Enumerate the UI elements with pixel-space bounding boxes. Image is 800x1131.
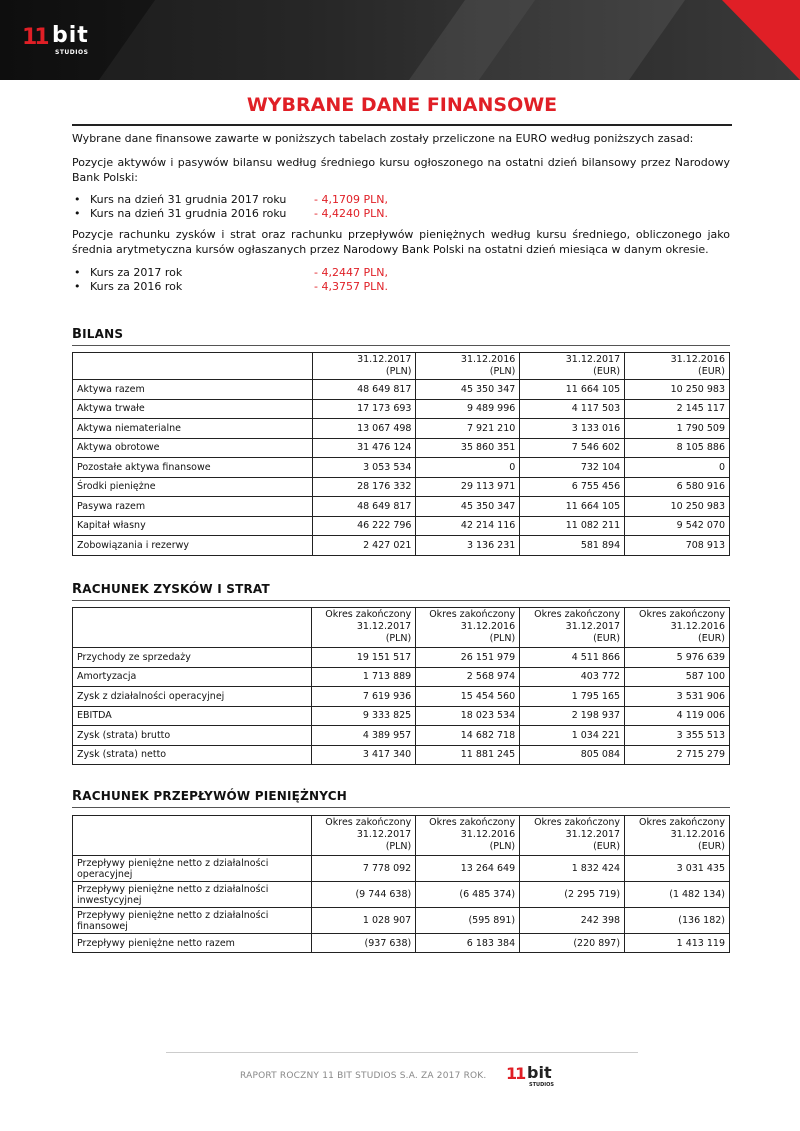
- value-cell: 2 145 117: [625, 399, 730, 419]
- logo-eleven: 11: [22, 25, 47, 50]
- value-cell: 3 031 435: [625, 856, 730, 882]
- table-row: [73, 516, 730, 536]
- logo-studios: STUDIOS: [55, 49, 89, 56]
- header-line: 31.12.2017: [565, 621, 621, 632]
- value-cell: 26 151 979: [416, 648, 520, 668]
- header-line: Okres zakończony: [639, 817, 725, 828]
- rate-label: Kurs za 2017 rok: [90, 266, 183, 279]
- header-line: (PLN): [385, 366, 412, 377]
- rate-label: Kurs na dzień 31 grudnia 2016 roku: [90, 207, 287, 220]
- value-cell: 5 976 639: [625, 648, 730, 668]
- heading-initial: B: [72, 327, 83, 342]
- list-item: [72, 207, 730, 221]
- value-cell: 19 151 517: [312, 648, 416, 668]
- value-cell: 28 176 332: [312, 477, 416, 497]
- income-rates-list: [72, 266, 730, 294]
- table-row: [73, 908, 730, 934]
- section-divider: [72, 345, 730, 346]
- cashflow-table: [72, 815, 730, 953]
- table-header-cell: [416, 608, 520, 648]
- list-item: [72, 193, 730, 207]
- value-cell: 14 682 718: [416, 726, 520, 746]
- header-line: (PLN): [385, 841, 412, 852]
- cashflow-heading: [72, 789, 347, 804]
- table-row: [73, 648, 730, 668]
- row-label-cell: Przepływy pieniężne netto z działalności operacyjnej: [73, 856, 312, 882]
- header-line: (PLN): [385, 633, 412, 644]
- heading-initial: R: [72, 789, 83, 804]
- table-header-cell: [416, 816, 520, 856]
- heading-initial: R: [72, 582, 83, 597]
- row-label-cell: Zysk (strata) netto: [73, 745, 312, 765]
- header-line: 31.12.2017: [356, 621, 412, 632]
- value-cell: 1 028 907: [312, 908, 416, 934]
- balance-rate-paragraph: Pozycje aktywów i pasywów bilansu według średniego kursu ogłoszonego na ostatni dzień bilansowy przez Narodowy Bank Polski:: [72, 156, 730, 184]
- value-cell: 2 715 279: [625, 745, 730, 765]
- header-line: (EUR): [698, 841, 725, 852]
- value-cell: 8 105 886: [625, 438, 730, 458]
- header-line: 31.12.2016: [460, 829, 516, 840]
- table-header-cell: [312, 608, 416, 648]
- bilans-heading: [72, 327, 123, 342]
- logo-eleven: 11: [506, 1064, 525, 1083]
- value-cell: 7 921 210: [416, 419, 520, 439]
- table-row: [73, 882, 730, 908]
- header-line: 31.12.2016: [670, 354, 725, 365]
- table-header-cell: [312, 816, 416, 856]
- header-line: (EUR): [593, 841, 621, 852]
- value-cell: 6 183 384: [416, 934, 520, 953]
- value-cell: 732 104: [520, 458, 625, 478]
- value-cell: 805 084: [520, 745, 625, 765]
- value-cell: 11 881 245: [416, 745, 520, 765]
- table-header-cell: [73, 816, 312, 856]
- income-rate-paragraph: Pozycje rachunku zysków i strat oraz rachunku przepływów pieniężnych według kursu średniego, obliczonego jako średnia arytmetyczna kursów ogłaszanych przez Narodowy Bank Polski na ostatni dzień miesiąca w danym okresie.: [72, 228, 730, 256]
- value-cell: 10 250 983: [625, 497, 730, 517]
- header-line: 31.12.2017: [356, 829, 412, 840]
- table-header-cell: [520, 608, 625, 648]
- value-cell: 9 333 825: [312, 706, 416, 726]
- rate-value: - 4,2447 PLN,: [314, 266, 388, 279]
- table-header-cell: [73, 608, 312, 648]
- value-cell: 4 511 866: [520, 648, 625, 668]
- value-cell: 10 250 983: [625, 380, 730, 400]
- row-label-cell: Zysk z działalności operacyjnej: [73, 687, 312, 707]
- footer-divider: [166, 1052, 638, 1053]
- header-line: 31.12.2016: [670, 621, 725, 632]
- logo-studios: STUDIOS: [529, 1082, 554, 1088]
- value-cell: 4 117 503: [520, 399, 625, 419]
- table-header-row: [73, 816, 730, 856]
- value-cell: 0: [416, 458, 520, 478]
- row-label-cell: Zysk (strata) brutto: [73, 726, 312, 746]
- value-cell: 46 222 796: [312, 516, 416, 536]
- value-cell: 3 531 906: [625, 687, 730, 707]
- value-cell: (220 897): [520, 934, 625, 953]
- value-cell: 6 755 456: [520, 477, 625, 497]
- title-divider: [72, 124, 732, 126]
- value-cell: 1 795 165: [520, 687, 625, 707]
- header-line: 31.12.2017: [357, 354, 412, 365]
- footer-logo: [506, 1062, 566, 1092]
- row-label-cell: EBITDA: [73, 706, 312, 726]
- table-row: [73, 667, 730, 687]
- value-cell: 11 082 211: [520, 516, 625, 536]
- table-row: [73, 726, 730, 746]
- heading-rest: ACHUNEK ZYSKÓW I STRAT: [82, 582, 270, 596]
- value-cell: (136 182): [625, 908, 730, 934]
- list-item: [72, 266, 730, 280]
- header-red-corner: [722, 0, 800, 80]
- bilans-table: [72, 352, 730, 556]
- value-cell: 48 649 817: [312, 380, 416, 400]
- row-label-cell: Amortyzacja: [73, 667, 312, 687]
- row-label-cell: Środki pieniężne: [73, 477, 313, 497]
- value-cell: 4 119 006: [625, 706, 730, 726]
- rzis-table: [72, 607, 730, 765]
- value-cell: 1 413 119: [625, 934, 730, 953]
- header-line: 31.12.2017: [565, 829, 621, 840]
- row-label-cell: Pasywa razem: [73, 497, 313, 517]
- rzis-heading: [72, 582, 270, 597]
- value-cell: 1 832 424: [520, 856, 625, 882]
- bullet-icon: •: [74, 280, 81, 293]
- table-header-row: [73, 353, 730, 380]
- row-label-cell: Aktywa trwałe: [73, 399, 313, 419]
- value-cell: (2 295 719): [520, 882, 625, 908]
- value-cell: 3 417 340: [312, 745, 416, 765]
- row-label-cell: Przepływy pieniężne netto razem: [73, 934, 312, 953]
- header-line: (EUR): [593, 633, 621, 644]
- table-row: [73, 399, 730, 419]
- heading-rest: ACHUNEK PRZEPŁYWÓW PIENIĘŻNYCH: [82, 789, 347, 803]
- header-line: Okres zakończony: [534, 817, 621, 828]
- header-line: Okres zakończony: [429, 609, 516, 620]
- value-cell: 11 664 105: [520, 497, 625, 517]
- table-row: [73, 536, 730, 556]
- table-row: [73, 477, 730, 497]
- header-line: Okres zakończony: [325, 609, 412, 620]
- logo-bit: bit: [527, 1063, 552, 1082]
- rate-label: Kurs za 2016 rok: [90, 280, 183, 293]
- rate-label: Kurs na dzień 31 grudnia 2017 roku: [90, 193, 287, 206]
- value-cell: (6 485 374): [416, 882, 520, 908]
- row-label-cell: Zobowiązania i rezerwy: [73, 536, 313, 556]
- value-cell: 7 546 602: [520, 438, 625, 458]
- header-line: (PLN): [489, 841, 516, 852]
- value-cell: 15 454 560: [416, 687, 520, 707]
- table-header-cell: [312, 353, 416, 380]
- value-cell: 48 649 817: [312, 497, 416, 517]
- intro-paragraph: Wybrane dane finansowe zawarte w poniższych tabelach zostały przeliczone na EURO według poniższych zasad:: [72, 132, 694, 145]
- table-row: [73, 497, 730, 517]
- rate-value: - 4,4240 PLN.: [314, 207, 388, 220]
- table-header-cell: [73, 353, 313, 380]
- value-cell: 42 214 116: [416, 516, 520, 536]
- value-cell: 45 350 347: [416, 380, 520, 400]
- bullet-icon: •: [74, 266, 81, 279]
- header-line: (EUR): [593, 366, 621, 377]
- header-line: Okres zakończony: [639, 609, 725, 620]
- value-cell: 7 619 936: [312, 687, 416, 707]
- header-line: Okres zakończony: [325, 817, 412, 828]
- table-header-cell: [625, 816, 730, 856]
- value-cell: (595 891): [416, 908, 520, 934]
- table-row: [73, 419, 730, 439]
- table-row: [73, 380, 730, 400]
- table-row: [73, 934, 730, 953]
- value-cell: 3 136 231: [416, 536, 520, 556]
- value-cell: 708 913: [625, 536, 730, 556]
- company-logo: [22, 22, 102, 62]
- balance-rates-list: [72, 193, 730, 221]
- header-line: 31.12.2016: [460, 354, 516, 365]
- value-cell: 581 894: [520, 536, 625, 556]
- value-cell: 17 173 693: [312, 399, 416, 419]
- table-header-cell: [416, 353, 520, 380]
- row-label-cell: Aktywa razem: [73, 380, 313, 400]
- value-cell: 2 427 021: [312, 536, 416, 556]
- row-label-cell: Przychody ze sprzedaży: [73, 648, 312, 668]
- table-row: [73, 745, 730, 765]
- value-cell: 7 778 092: [312, 856, 416, 882]
- value-cell: 1 713 889: [312, 667, 416, 687]
- bullet-icon: •: [74, 193, 81, 206]
- value-cell: 2 198 937: [520, 706, 625, 726]
- table-header-row: [73, 608, 730, 648]
- table-header-cell: [625, 353, 730, 380]
- value-cell: 29 113 971: [416, 477, 520, 497]
- row-label-cell: Aktywa niematerialne: [73, 419, 313, 439]
- table-row: [73, 706, 730, 726]
- value-cell: 31 476 124: [312, 438, 416, 458]
- table-row: [73, 458, 730, 478]
- value-cell: (1 482 134): [625, 882, 730, 908]
- section-divider: [72, 807, 730, 808]
- value-cell: 9 542 070: [625, 516, 730, 536]
- header-line: (PLN): [489, 366, 516, 377]
- header-line: (PLN): [489, 633, 516, 644]
- value-cell: 587 100: [625, 667, 730, 687]
- row-label-cell: Przepływy pieniężne netto z działalności inwestycyjnej: [73, 882, 312, 908]
- table-header-cell: [520, 353, 625, 380]
- header-line: Okres zakończony: [534, 609, 621, 620]
- logo-bit: bit: [52, 23, 89, 48]
- rate-value: - 4,1709 PLN,: [314, 193, 388, 206]
- heading-rest: ILANS: [82, 327, 124, 341]
- table-header-cell: [625, 608, 730, 648]
- value-cell: 2 568 974: [416, 667, 520, 687]
- value-cell: 11 664 105: [520, 380, 625, 400]
- row-label-cell: Kapitał własny: [73, 516, 313, 536]
- table-row: [73, 687, 730, 707]
- value-cell: 45 350 347: [416, 497, 520, 517]
- value-cell: 6 580 916: [625, 477, 730, 497]
- value-cell: 18 023 534: [416, 706, 520, 726]
- header-line: 31.12.2017: [565, 354, 621, 365]
- page-title: WYBRANE DANE FINANSOWE: [246, 94, 558, 116]
- footer-text: RAPORT ROCZNY 11 BIT STUDIOS S.A. ZA 2017 ROK.: [240, 1071, 487, 1081]
- table-row: [73, 856, 730, 882]
- value-cell: 4 389 957: [312, 726, 416, 746]
- header-line: Okres zakończony: [429, 817, 516, 828]
- header-line: 31.12.2016: [460, 621, 516, 632]
- table-row: [73, 438, 730, 458]
- value-cell: 3 355 513: [625, 726, 730, 746]
- header-line: (EUR): [698, 366, 725, 377]
- list-item: [72, 280, 730, 294]
- value-cell: (9 744 638): [312, 882, 416, 908]
- value-cell: 13 067 498: [312, 419, 416, 439]
- header-line: 31.12.2016: [670, 829, 725, 840]
- page-header: [0, 0, 800, 80]
- value-cell: 9 489 996: [416, 399, 520, 419]
- value-cell: 1 790 509: [625, 419, 730, 439]
- row-label-cell: Przepływy pieniężne netto z działalności finansowej: [73, 908, 312, 934]
- table-header-cell: [520, 816, 625, 856]
- row-label-cell: Pozostałe aktywa finansowe: [73, 458, 313, 478]
- value-cell: 0: [625, 458, 730, 478]
- value-cell: 35 860 351: [416, 438, 520, 458]
- row-label-cell: Aktywa obrotowe: [73, 438, 313, 458]
- value-cell: 3 053 534: [312, 458, 416, 478]
- value-cell: 403 772: [520, 667, 625, 687]
- value-cell: 13 264 649: [416, 856, 520, 882]
- header-line: (EUR): [698, 633, 725, 644]
- value-cell: (937 638): [312, 934, 416, 953]
- value-cell: 3 133 016: [520, 419, 625, 439]
- section-divider: [72, 600, 730, 601]
- value-cell: 242 398: [520, 908, 625, 934]
- value-cell: 1 034 221: [520, 726, 625, 746]
- bullet-icon: •: [74, 207, 81, 220]
- rate-value: - 4,3757 PLN.: [314, 280, 388, 293]
